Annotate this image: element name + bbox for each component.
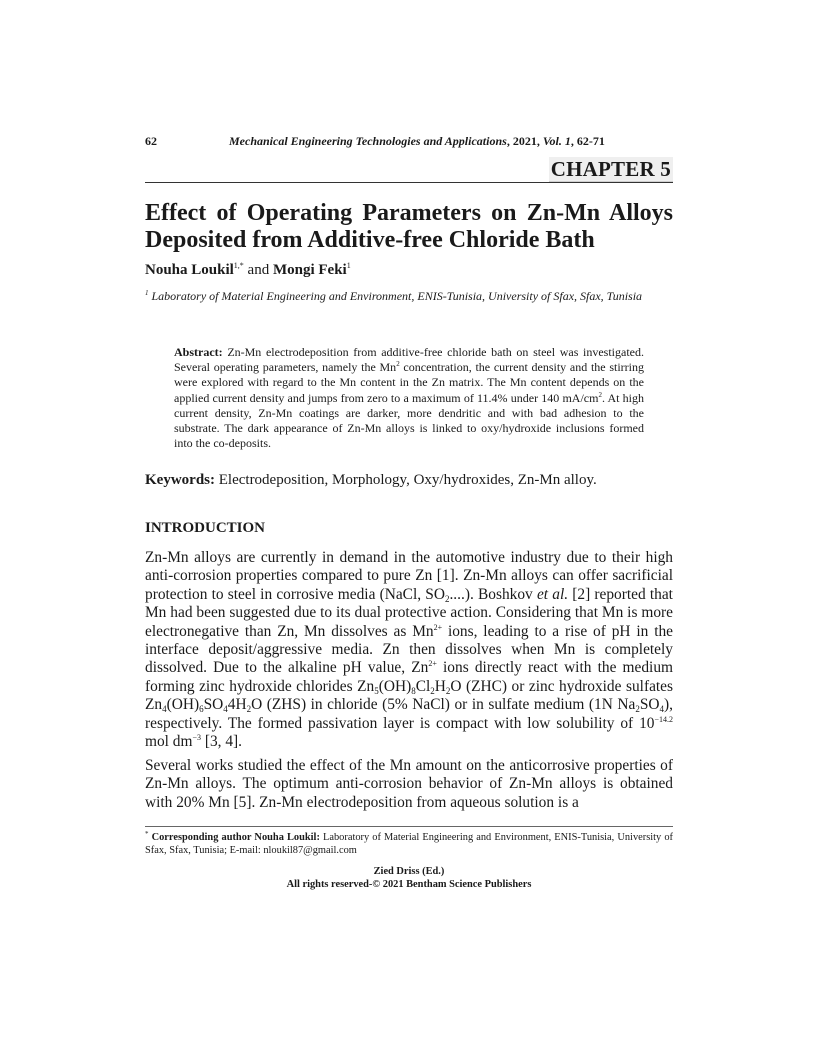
chapter-label: CHAPTER 5 bbox=[550, 157, 671, 181]
text-run: H bbox=[434, 677, 446, 695]
text-run: [2] reported that Mn had been suggested due to its dual protective action. Considering that Mn is more electronegative than Zn, Mn dissolves as Mn bbox=[145, 585, 673, 640]
italic-run: et al. bbox=[536, 585, 569, 603]
text-run: (OH) bbox=[166, 696, 200, 714]
text-run: Cl bbox=[415, 677, 431, 695]
text-run: ions directly react with the medium forming zinc hydroxide chlorides Zn bbox=[145, 659, 673, 695]
subscript: 2 bbox=[445, 685, 451, 696]
author-2-affil: 1 bbox=[346, 261, 351, 270]
keywords bbox=[145, 472, 673, 489]
text-run: O (ZHC) or zinc hydroxide sulfates Zn bbox=[145, 677, 673, 714]
text-run: SO bbox=[639, 696, 660, 714]
body-paragraph: Several works studied the effect of the Mn amount on the anticorrosive properties of Zn-Mn alloys. The optimum anti-corrosion behavior of Zn-Mn alloys is obtained with 20% Mn [5]. Zn-Mn electrodeposition from aqueous solution is a bbox=[145, 757, 673, 811]
affiliation bbox=[145, 285, 673, 304]
author-1: Nouha Loukil bbox=[145, 262, 234, 278]
footnote-text: Laboratory of Material Engineering and Environment, ENIS-Tunisia, University of Sfax, Sfax, Tunisia; E-mail: nloukil87@gmail.com bbox=[145, 832, 673, 856]
journal-citation: Mechanical Engineering Technologies and Applications, 2021, Vol. 1, 62-71 bbox=[229, 134, 605, 148]
journal-volume: Vol. 1 bbox=[542, 134, 571, 148]
superscript: −14.2 bbox=[654, 714, 673, 724]
text-run: mol dm bbox=[145, 733, 193, 751]
text-run: SO bbox=[203, 696, 224, 714]
abstract-sup: 2 bbox=[396, 360, 400, 369]
text-run: (OH) bbox=[378, 677, 412, 695]
subscript: 4 bbox=[659, 704, 665, 715]
journal-pages: 62-71 bbox=[576, 134, 605, 148]
subscript: 4 bbox=[162, 704, 167, 715]
section-heading-introduction: INTRODUCTION bbox=[145, 520, 266, 536]
text-run: ....). Boshkov bbox=[449, 585, 533, 603]
superscript: 2+ bbox=[428, 659, 437, 669]
abstract bbox=[174, 345, 644, 451]
author-joiner: and bbox=[247, 262, 270, 278]
abstract-text: concentration, the current density and the stirring were explored with regard to the Mn content in the Zn matrix. The Mn content depends on the applied current density and jumps from zero to a maximum of 11.4% under 140 mA/cm bbox=[174, 360, 644, 405]
journal-year: 2021 bbox=[512, 134, 537, 148]
abstract-text: Zn-Mn electrodeposition from additive-free chloride bath on steel was investigated. Several operating parameters, namely the Mn bbox=[174, 345, 645, 375]
text-run: [3, 4]. bbox=[204, 733, 243, 751]
footnote-marker: * bbox=[145, 830, 149, 838]
footnote bbox=[145, 828, 673, 857]
subscript: 2 bbox=[635, 704, 640, 715]
keywords-label: Keywords: bbox=[145, 472, 215, 488]
text-run: Zn-Mn alloys are currently in demand in the automotive industry due to their high anti-corrosion properties compared to pure Zn [1]. Zn-Mn alloys can offer sacrificial protection to steel in corrosive media (NaCl, SO bbox=[145, 549, 673, 603]
subscript: 2 bbox=[444, 593, 450, 604]
subscript: 2 bbox=[430, 685, 435, 696]
footnote-divider bbox=[145, 826, 673, 827]
subscript: 5 bbox=[374, 685, 379, 696]
footnote-label: Corresponding author Nouha Loukil: bbox=[151, 832, 320, 843]
superscript: −3 bbox=[192, 733, 201, 743]
header-divider bbox=[145, 182, 673, 183]
running-header bbox=[145, 134, 673, 154]
text-run: 4H bbox=[227, 696, 247, 714]
author-2: Mongi Feki bbox=[272, 262, 347, 278]
paper-title: Effect of Operating Parameters on Zn-Mn Alloys Deposited from Additive-free Chloride Bath bbox=[145, 200, 673, 253]
author-1-affil: 1,* bbox=[233, 261, 244, 270]
abstract-sup: 2 bbox=[598, 390, 602, 399]
keywords-text: Electrodeposition, Morphology, Oxy/hydroxides, Zn-Mn alloy. bbox=[218, 472, 597, 488]
subscript: 6 bbox=[199, 704, 204, 715]
footer-rights: All rights reserved-© 2021 Bentham Science Publishers bbox=[286, 879, 532, 890]
text-run: ions, leading to a rise of pH in the interface deposit/aggressive media. Zn then dissolves when Mn is completely dissolved. Due to the alkaline pH value, Zn bbox=[145, 622, 673, 677]
abstract-text: . At high current density, Zn-Mn coatings are darker, more dendritic and with bad adhesion to the substrate. The dark appearance of Zn-Mn alloys is linked to oxy/hydroxide inclusions formed into the co-deposits. bbox=[174, 390, 645, 451]
superscript: 2+ bbox=[433, 622, 443, 632]
footer-editor: Zied Driss (Ed.) bbox=[373, 866, 445, 877]
page-number: 62 bbox=[145, 134, 157, 148]
author-line bbox=[145, 261, 673, 279]
abstract-label: Abstract: bbox=[174, 345, 223, 359]
journal-name: Mechanical Engineering Technologies and Applications bbox=[229, 134, 507, 148]
text-run: ), respectively. The formed passivation layer is compact with low solubility of 10 bbox=[145, 696, 673, 732]
subscript: 2 bbox=[246, 704, 252, 715]
subscript: 8 bbox=[411, 685, 416, 696]
affiliation-marker: 1 bbox=[145, 289, 149, 297]
affiliation-text: Laboratory of Material Engineering and Environment, ENIS-Tunisia, University of Sfax, Sfax, Tunisia bbox=[151, 289, 643, 303]
text-run: O (ZHS) in chloride (5% NaCl) or in sulfate medium (1N Na bbox=[251, 696, 636, 714]
subscript: 4 bbox=[223, 704, 228, 715]
body-paragraph bbox=[145, 549, 673, 751]
